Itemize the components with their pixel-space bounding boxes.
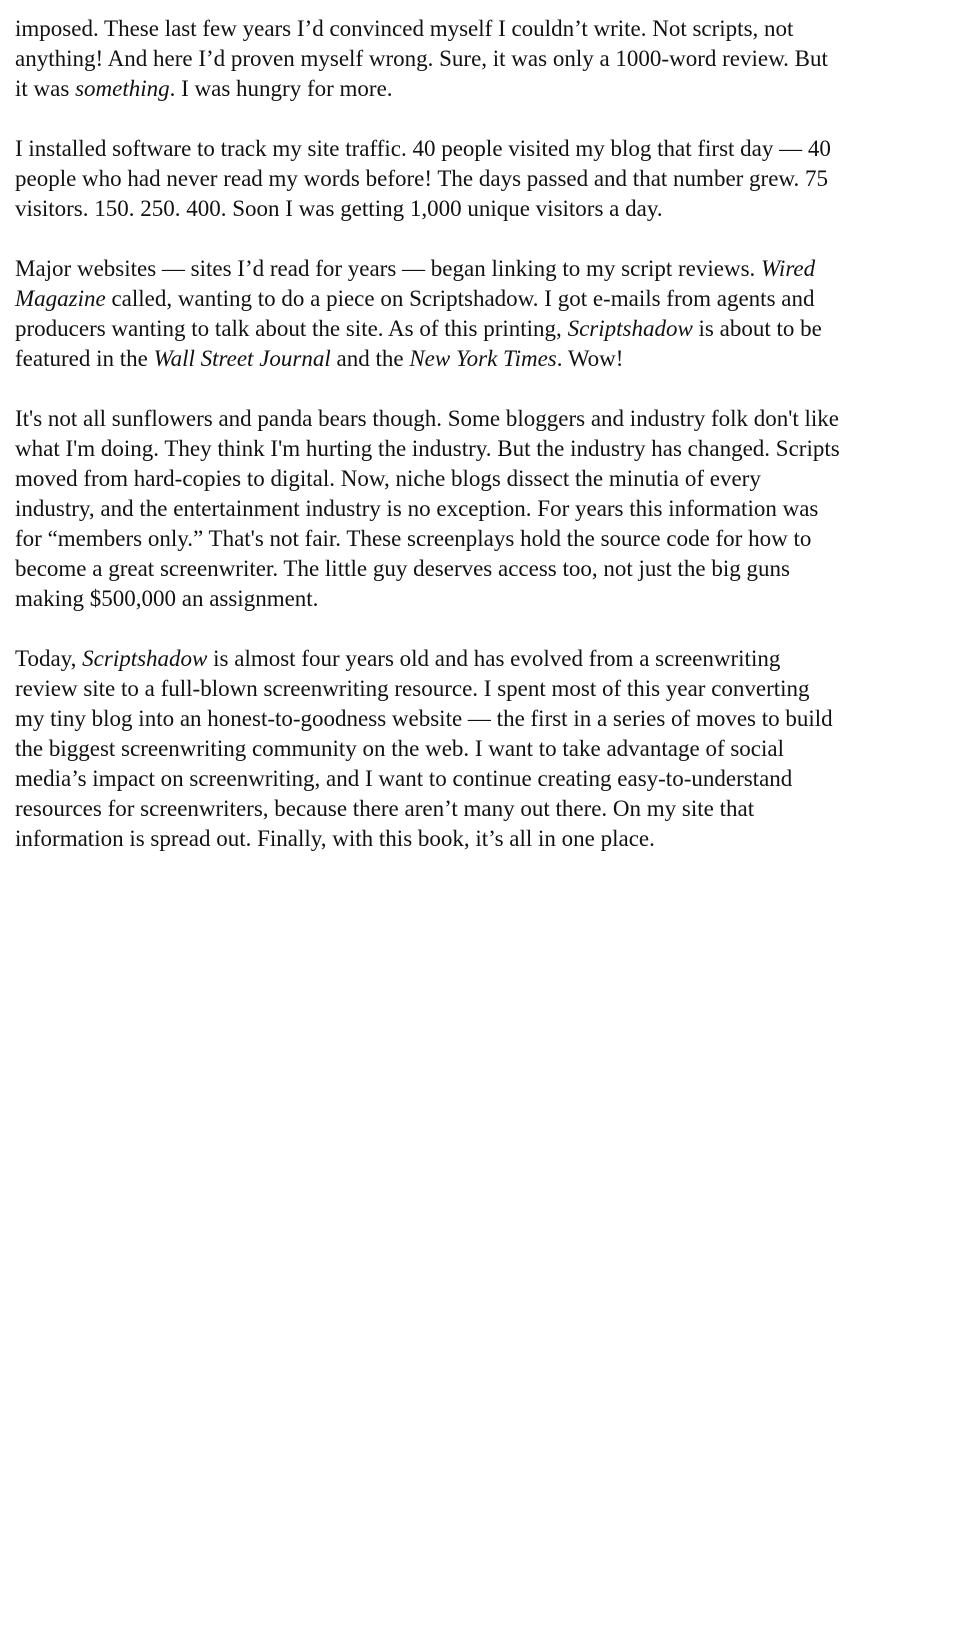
- text-run: . I was hungry for more.: [169, 76, 393, 101]
- paragraph-2: [15, 134, 955, 224]
- line: [15, 824, 955, 854]
- text-run: visitors. 150. 250. 400. Soon I was getting 1,000 unique visitors a day.: [15, 196, 663, 221]
- text-run: review site to a full-blown screenwriting resource. I spent most of this year converting: [15, 676, 810, 701]
- text-run: Major websites — sites I’d read for years — began linking to my script reviews.: [15, 256, 762, 281]
- emphasis-text: Wired: [761, 256, 816, 281]
- line: [15, 164, 955, 194]
- paragraph-1: [15, 14, 955, 104]
- text-run: is about to be: [692, 316, 822, 341]
- emphasis-text: something: [75, 76, 170, 101]
- line: [15, 404, 955, 434]
- line: [15, 284, 955, 314]
- line: [15, 584, 955, 614]
- text-run: industry, and the entertainment industry is no exception. For years this information was: [15, 496, 819, 521]
- text-run: making $500,000 an assignment.: [15, 586, 319, 611]
- text-run: it was: [15, 76, 76, 101]
- text-run: . Wow!: [556, 346, 624, 371]
- line: [15, 674, 955, 704]
- line: [15, 194, 955, 224]
- line: [15, 524, 955, 554]
- line: [15, 734, 955, 764]
- line: [15, 434, 955, 464]
- line: [15, 554, 955, 584]
- text-run: my tiny blog into an honest-to-goodness website — the first in a series of moves to build: [15, 706, 833, 731]
- line: [15, 764, 955, 794]
- text-run: featured in the: [15, 346, 154, 371]
- line: [15, 134, 955, 164]
- line: [15, 14, 955, 44]
- body-text: [15, 14, 955, 884]
- text-run: people who had never read my words before! The days passed and that number grew. 75: [15, 166, 829, 191]
- line: [15, 254, 955, 284]
- emphasis-text: Scriptshadow: [82, 646, 208, 671]
- text-run: for “members only.” That's not fair. These screenplays hold the source code for how to: [15, 526, 812, 551]
- text-run: become a great screenwriter. The little guy deserves access too, not just the big guns: [15, 556, 790, 581]
- text-run: I installed software to track my site traffic. 40 people visited my blog that first day — 40: [15, 136, 831, 161]
- text-run: anything! And here I’d proven myself wrong. Sure, it was only a 1000-word review. But: [15, 46, 828, 71]
- emphasis-text: New York Times: [409, 346, 557, 371]
- text-run: the biggest screenwriting community on the web. I want to take advantage of social: [15, 736, 784, 761]
- line: [15, 494, 955, 524]
- line: [15, 644, 955, 674]
- text-run: and the: [330, 346, 410, 371]
- line: [15, 704, 955, 734]
- line: [15, 74, 955, 104]
- emphasis-text: Wall Street Journal: [153, 346, 331, 371]
- text-run: is almost four years old and has evolved from a screenwriting: [207, 646, 781, 671]
- text-run: producers wanting to talk about the site. As of this printing,: [15, 316, 568, 341]
- paragraph-3: [15, 254, 955, 374]
- text-run: imposed. These last few years I’d convinced myself I couldn’t write. Not scripts, not: [15, 16, 794, 41]
- line: [15, 314, 955, 344]
- emphasis-text: Scriptshadow: [567, 316, 693, 341]
- line: [15, 464, 955, 494]
- line: [15, 44, 955, 74]
- line: [15, 794, 955, 824]
- text-run: It's not all sunflowers and panda bears though. Some bloggers and industry folk don't like: [15, 406, 840, 431]
- text-run: resources for screenwriters, because there aren’t many out there. On my site that: [15, 796, 755, 821]
- emphasis-text: Magazine: [15, 286, 106, 311]
- text-run: moved from hard-copies to digital. Now, niche blogs dissect the minutia of every: [15, 466, 761, 491]
- paragraph-5: [15, 644, 955, 854]
- text-run: media’s impact on screenwriting, and I want to continue creating easy-to-understand: [15, 766, 793, 791]
- text-run: information is spread out. Finally, with this book, it’s all in one place.: [15, 826, 655, 851]
- paragraph-4: [15, 404, 955, 614]
- line: [15, 344, 955, 374]
- text-run: called, wanting to do a piece on Scriptshadow. I got e-mails from agents and: [105, 286, 815, 311]
- text-run: Today,: [15, 646, 83, 671]
- text-run: what I'm doing. They think I'm hurting the industry. But the industry has changed. Scripts: [15, 436, 840, 461]
